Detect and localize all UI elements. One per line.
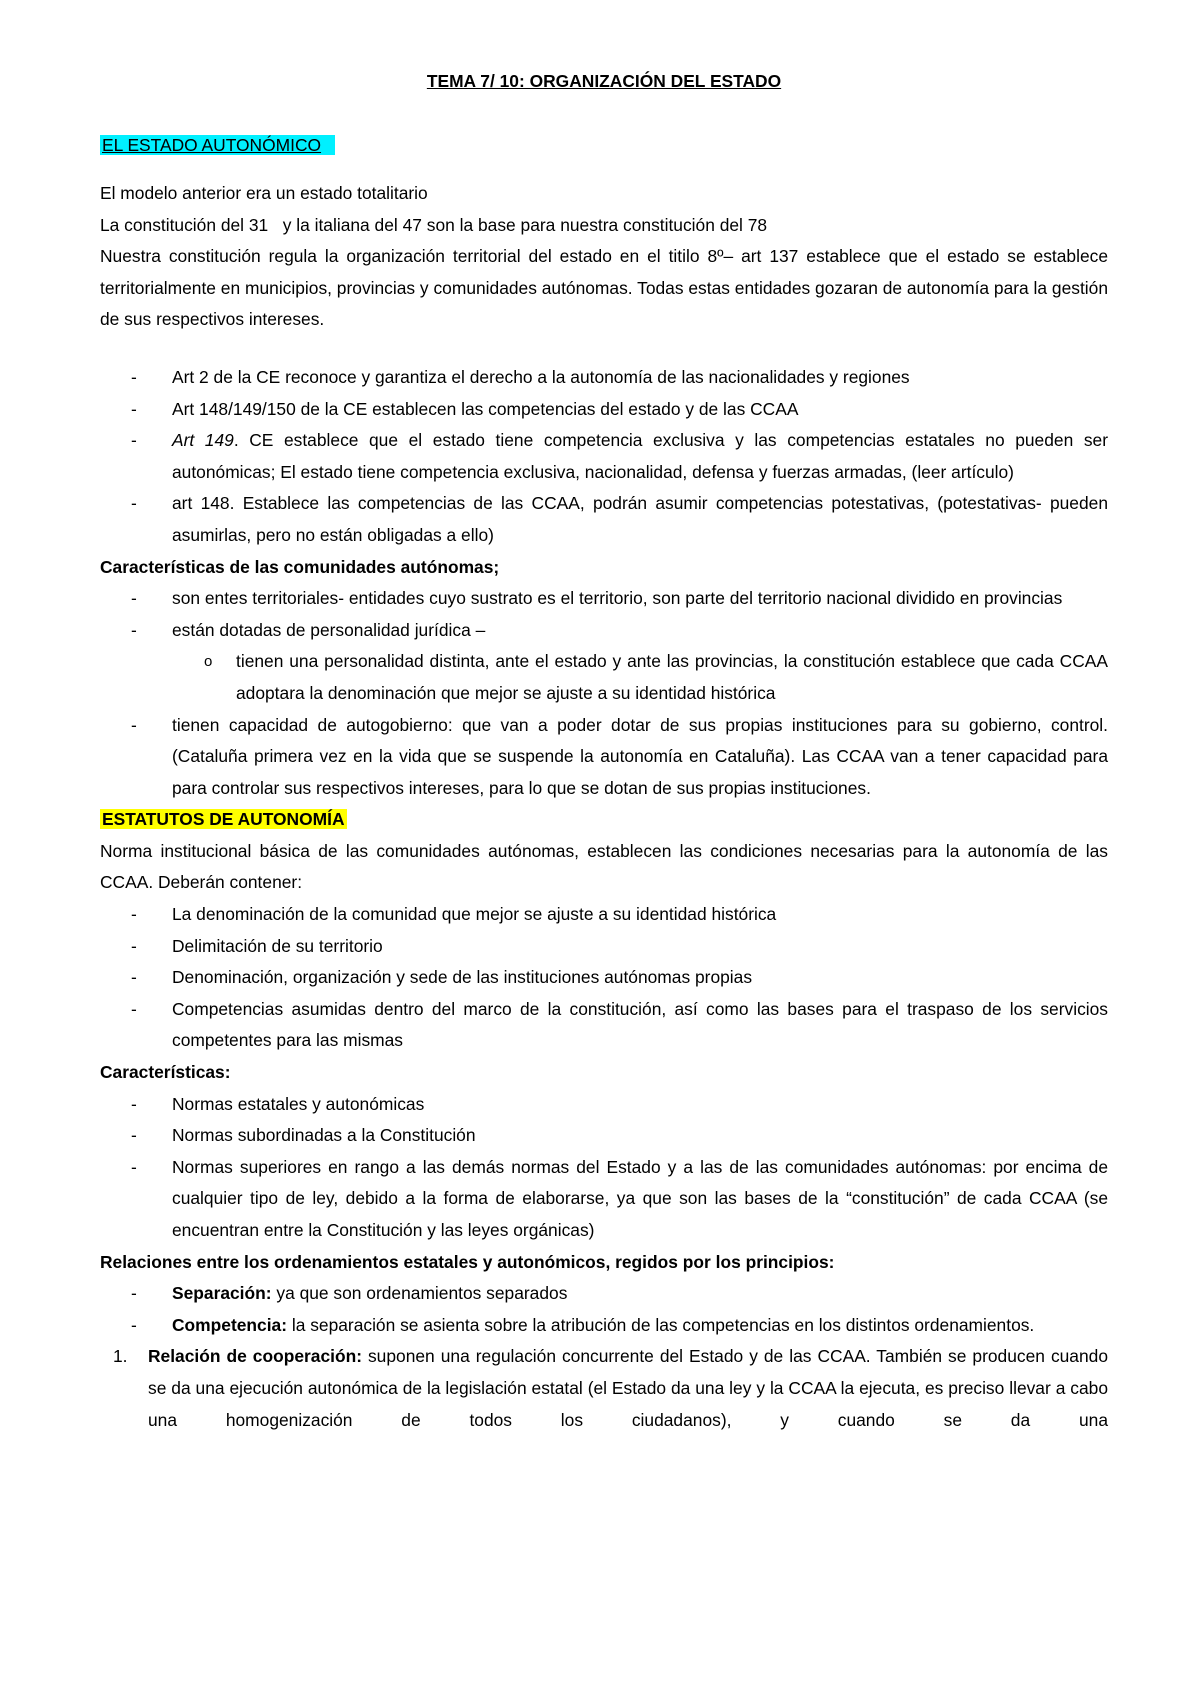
page-title: TEMA 7/ 10: ORGANIZACIÓN DEL ESTADO	[426, 71, 782, 91]
list-item: - Art 2 de la CE reconoce y garantiza el derecho a la autonomía de las nacionalidades y regiones	[100, 362, 1108, 394]
sub-list-item: o tienen una personalidad distinta, ante el estado y ante las provincias, la constitución establece que cada CCAA adoptara la denominación que mejor se ajuste a su identidad histórica	[100, 646, 1108, 709]
subheading: Características:	[100, 1062, 231, 1083]
bold-label: Relación de cooperación:	[148, 1346, 362, 1367]
numbered-item	[100, 1341, 1108, 1436]
list-item: - están dotadas de personalidad jurídica –	[100, 615, 1108, 647]
bold-label: Competencia:	[172, 1314, 287, 1335]
numbered-list	[100, 1341, 1108, 1436]
list-item	[100, 1278, 1108, 1310]
item-number: 1.	[113, 1346, 128, 1367]
list-item: - Normas subordinadas a la Constitución	[100, 1120, 1108, 1152]
list-item: - Delimitación de su territorio	[100, 931, 1108, 963]
list-item-text: suponen una regulación concurrente del Estado y de las CCAA. También se producen cuando se da una ejecución autonómica de la legislación estatal (el Estado da una ley y la CCAA la ejecuta, es preciso llevar a cabo una homogenización de todos los ciudadanos), y cuando se da una	[148, 1346, 1108, 1430]
list-item: - Normas superiores en rango a las demás normas del Estado y a las de las comunidades autónomas: por encima de cualquier tipo de ley, debido a la forma de elaborarse, ya que son las bases de la “constitución” de cada CCAA (se encuentran entre la Constitución y las leyes orgánicas)	[100, 1152, 1108, 1247]
bullet-list	[100, 1089, 1108, 1247]
bold-label: Separación:	[172, 1283, 272, 1304]
subheading: Relaciones entre los ordenamientos estatales y autonómicos, regidos por los principios:	[100, 1251, 835, 1272]
bullet-list	[100, 583, 1108, 646]
sub-bullet-list	[100, 646, 1108, 709]
list-item	[100, 425, 1108, 488]
bullet-list	[100, 1278, 1108, 1341]
list-item: - Art 148/149/150 de la CE establecen las competencias del estado y de las CCAA	[100, 394, 1108, 426]
section-heading-estado-autonomico	[100, 130, 1108, 162]
list-item: - Denominación, organización y sede de las instituciones autónomas propias	[100, 962, 1108, 994]
highlighted-heading: ESTATUTOS DE AUTONOMÍA	[102, 809, 345, 830]
bullet-list	[100, 362, 1108, 552]
list-item: - Normas estatales y autonómicas	[100, 1089, 1108, 1121]
list-item-text: . CE establece que el estado tiene competencia exclusiva y las competencias estatales no pueden ser autonómicas; El estado tiene competencia exclusiva, nacionalidad, defensa y fuerzas armadas, (leer artículo)	[172, 430, 1108, 482]
subheading: Características de las comunidades autónomas;	[100, 556, 500, 577]
italic-text: Art 149	[172, 430, 234, 451]
list-item: - Competencias asumidas dentro del marco de la constitución, así como las bases para el traspaso de los servicios competentes para las mismas	[100, 994, 1108, 1057]
paragraph-line: La constitución del 31 y la italiana del 47 son la base para nuestra constitución del 78	[100, 214, 768, 235]
document-page	[100, 66, 1108, 1436]
list-item: - tienen capacidad de autogobierno: que van a poder dotar de sus propias instituciones para su gobierno, control. (Cataluña primera vez en la vida que se suspende la autonomía en Cataluña). Las CCAA van a tener capacidad para para controlar sus respectivos intereses, para lo que se dotan de sus propias instituciones.	[100, 710, 1108, 805]
paragraph: Nuestra constitución regula la organización territorial del estado en el titilo 8º– art 137 establece que el estado se establece territorialmente en municipios, provincias y comunidades autónomas. Todas estas entidades gozaran de autonomía para la gestión de sus respectivos intereses.	[100, 246, 1108, 330]
list-item: - art 148. Establece las competencias de las CCAA, podrán asumir competencias potestativas, (potestativas- pueden asumirlas, pero no están obligadas a ello)	[100, 488, 1108, 551]
highlighted-heading: EL ESTADO AUTONÓMICO	[100, 135, 335, 155]
list-item: - La denominación de la comunidad que mejor se ajuste a su identidad histórica	[100, 899, 1108, 931]
paragraph: Norma institucional básica de las comunidades autónomas, establecen las condiciones necesarias para la autonomía de las CCAA. Deberán contener:	[100, 840, 1108, 893]
list-item-text: la separación se asienta sobre la atribución de las competencias en los distintos ordenamientos.	[287, 1314, 1035, 1335]
list-item-text: ya que son ordenamientos separados	[271, 1283, 568, 1304]
list-item	[100, 1310, 1108, 1342]
paragraph-line: El modelo anterior era un estado totalitario	[100, 183, 428, 203]
bullet-list	[100, 899, 1108, 1057]
bullet-list	[100, 710, 1108, 805]
list-item: - son entes territoriales- entidades cuyo sustrato es el territorio, son parte del territorio nacional dividido en provincias	[100, 583, 1108, 615]
